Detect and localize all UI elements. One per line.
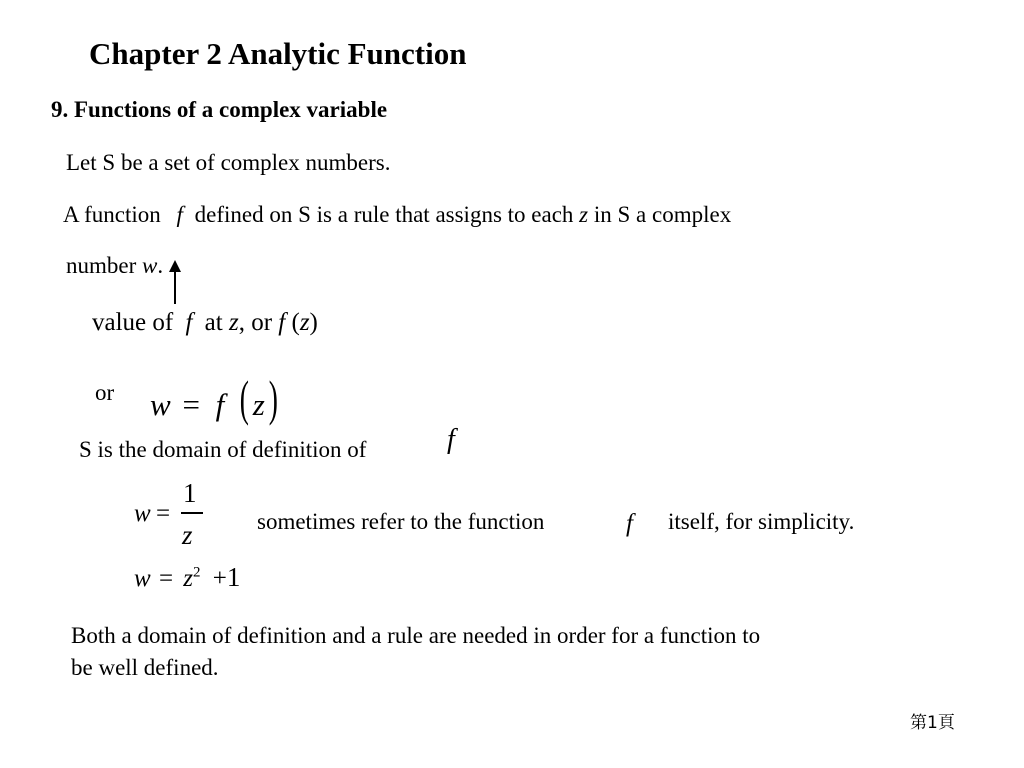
eq-open-paren: ( <box>239 370 249 426</box>
value-of-f: f <box>185 309 193 336</box>
conclusion-line-2: be well defined. <box>71 655 219 680</box>
domain-text: S is the domain of definition of <box>79 437 367 462</box>
up-arrow-icon <box>169 260 181 272</box>
equation-w-equals-z-squared-plus-1 <box>134 562 240 593</box>
definition-line-2-text-b: defined on S is a rule that assigns to each <box>194 202 574 227</box>
eq-equals: = <box>182 387 200 422</box>
definition-line-3-period: . <box>157 253 164 278</box>
eq-f: f <box>215 387 225 422</box>
symbol-f: f <box>176 202 183 227</box>
symbol-w: w <box>142 253 158 278</box>
symbol-z: z <box>579 202 589 227</box>
eq2-exponent: 2 <box>193 564 201 581</box>
page-number: 第1頁 <box>910 713 955 733</box>
slide-title: Chapter 2 Analytic Function <box>89 36 467 71</box>
definition-line-1: Let S be a set of complex numbers. <box>66 150 391 175</box>
eq1-w: w <box>134 500 151 527</box>
sometimes-f: f <box>626 510 633 537</box>
value-of-fz-close: ) <box>309 309 318 336</box>
eq-z: z <box>252 387 265 422</box>
value-of-at: at <box>204 309 223 336</box>
section-heading: 9. Functions of a complex variable <box>51 97 388 122</box>
value-of-z: z <box>228 309 239 336</box>
value-of-fz-z: z <box>299 309 310 336</box>
eq1-denominator: z <box>182 520 193 550</box>
or-label: or <box>95 380 115 405</box>
definition-line-2 <box>63 202 731 228</box>
eq1-equals: = <box>156 500 171 527</box>
sometimes-text-a: sometimes refer to the function <box>257 509 545 534</box>
value-of-fz-open: ( <box>291 309 300 336</box>
up-arrow-shaft <box>174 268 176 304</box>
definition-line-3 <box>66 253 163 279</box>
value-of-annotation <box>92 309 318 337</box>
value-of-or: , or <box>238 309 273 336</box>
eq2-one: 1 <box>226 562 241 592</box>
equation-w-equals-f-of-z <box>150 372 281 424</box>
definition-line-3-text: number <box>66 253 137 278</box>
definition-line-2-text-c: in S a complex <box>593 202 732 227</box>
definition-line-2-text-a: A function <box>63 202 161 227</box>
sometimes-line <box>257 509 544 535</box>
conclusion-line-1: Both a domain of definition and a rule are needed in order for a function to <box>71 623 761 648</box>
eq-w: w <box>150 387 171 422</box>
sometimes-text-b: itself, for simplicity. <box>668 509 855 534</box>
eq2-w: w <box>134 565 151 592</box>
value-of-text: value of <box>92 309 174 336</box>
domain-line <box>79 437 366 463</box>
domain-f: f <box>447 424 455 455</box>
eq-close-paren: ) <box>268 370 278 426</box>
eq2-z: z <box>183 565 194 592</box>
value-of-fz-f: f <box>278 309 286 336</box>
eq2-equals: = <box>158 565 174 592</box>
eq1-numerator: 1 <box>183 478 197 508</box>
eq2-plus: + <box>212 565 227 592</box>
eq1-fraction-bar <box>181 512 203 514</box>
